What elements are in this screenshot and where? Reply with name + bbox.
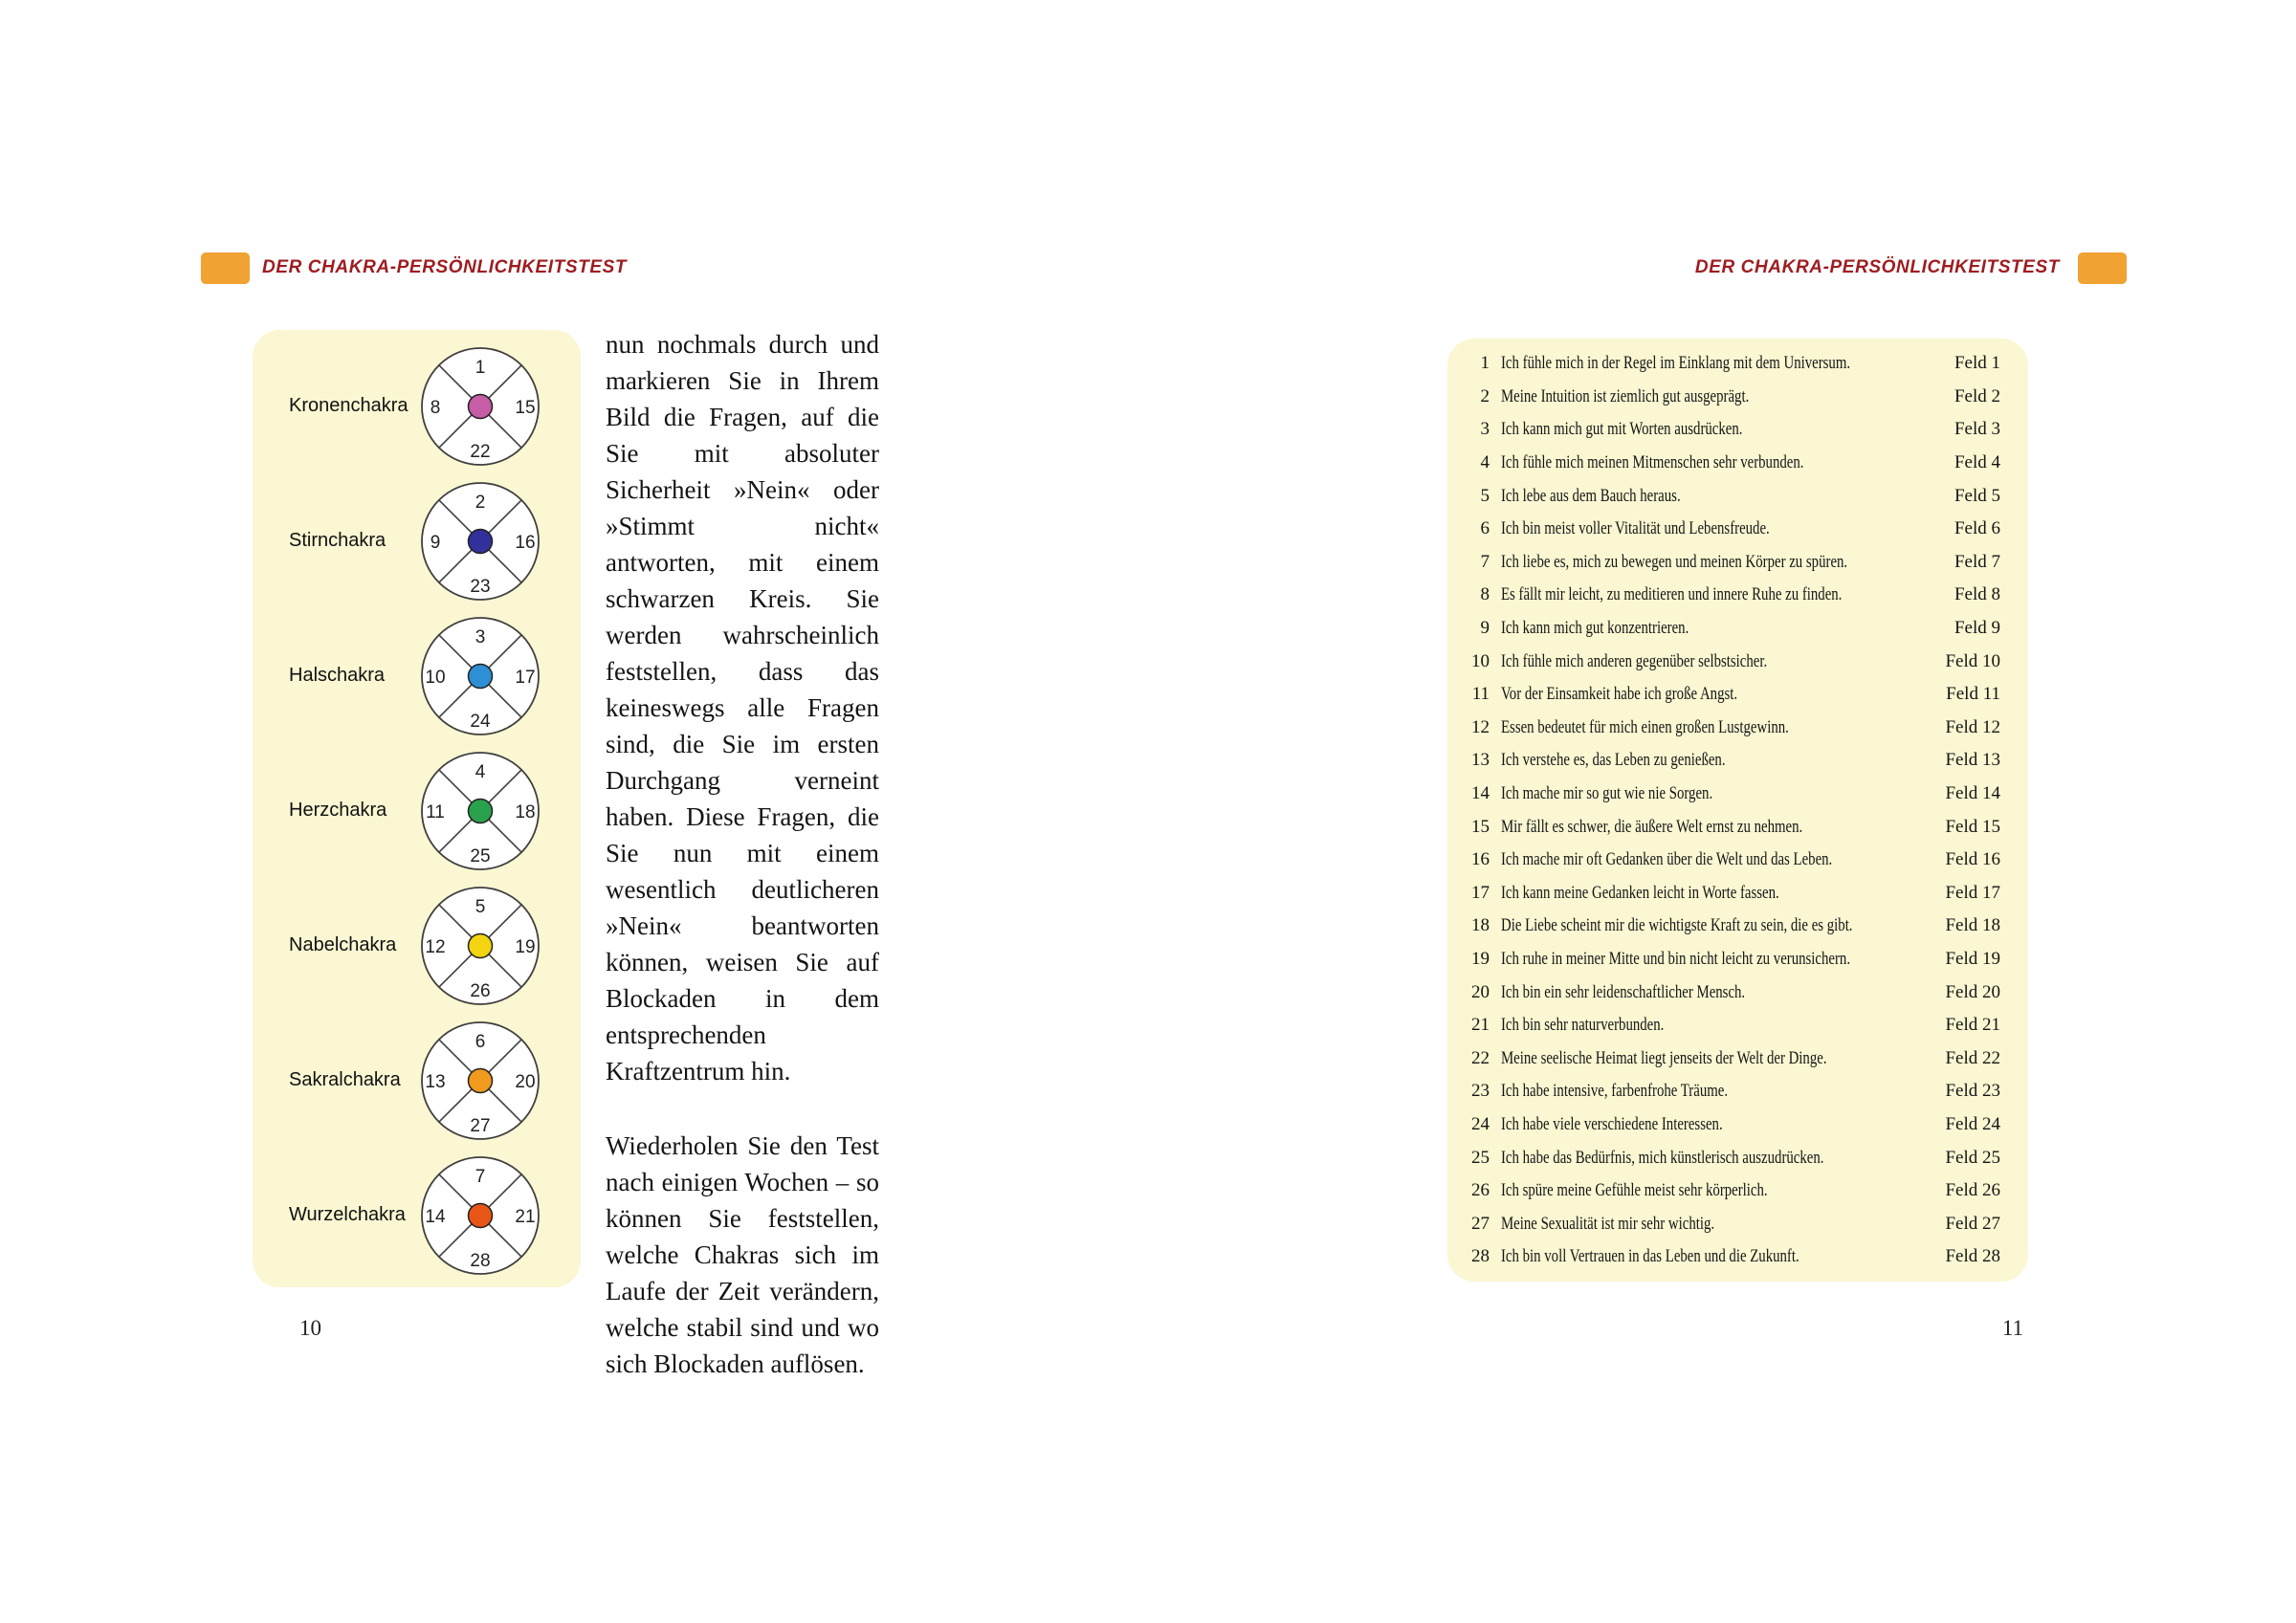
- question-number: 23: [1471, 1081, 1490, 1102]
- question-text: Die Liebe scheint mir die wichtigste Kraft zu sein, die es gibt.: [1501, 915, 1853, 936]
- question-number: 12: [1471, 716, 1490, 737]
- chakra-row: [253, 1013, 581, 1148]
- question-feld-label: Feld 10: [1945, 650, 2000, 671]
- question-feld-label: Feld 27: [1945, 1213, 2000, 1234]
- field-number-left: 14: [425, 1206, 446, 1227]
- chakra-label: Stirnchakra: [289, 530, 386, 551]
- question-number: 27: [1471, 1213, 1490, 1234]
- question-number: 14: [1471, 783, 1490, 804]
- page-number-left: 10: [299, 1316, 321, 1340]
- chakra-row: [253, 608, 581, 743]
- question-row: [1463, 744, 2000, 778]
- question-number: 7: [1480, 551, 1490, 572]
- question-text: Meine Sexualität ist mir sehr wichtig.: [1501, 1213, 1715, 1234]
- question-row: [1463, 1075, 2000, 1108]
- chakra-diagram-panel: [253, 330, 581, 1287]
- chakra-label: Sakralchakra: [289, 1069, 401, 1090]
- chakra-row: [253, 1148, 581, 1283]
- question-text: Ich bin sehr naturverbunden.: [1501, 1015, 1665, 1036]
- question-number: 13: [1471, 750, 1490, 771]
- question-number: 3: [1480, 419, 1490, 440]
- field-number-bottom: 25: [470, 845, 491, 866]
- chakra-row: [253, 743, 581, 878]
- chakra-wheel-diagram: [418, 1019, 542, 1143]
- field-number-bottom: 28: [470, 1250, 491, 1271]
- question-number: 11: [1471, 684, 1490, 705]
- question-text: Ich bin meist voller Vitalität und Lebensfreude.: [1501, 518, 1770, 539]
- instruction-paragraph: nun nochmals durch und markieren Sie in Ihrem Bild die Fragen, auf die Sie mit absoluter Sicherheit »Nein« oder »Stimmt nicht« antworten, mit einem schwarzen Kreis. Sie werden wahrscheinlich feststellen, dass das keineswegs alle Fragen sind, die Sie im ersten Durchgang verneint haben. Diese Fragen, die Sie nun mit einem wesentlich deutlicheren »Nein« beantworten können, weisen Sie auf Blockaden in dem entsprechenden Kraftzentrum hin.: [606, 330, 879, 1086]
- question-row: [1463, 1174, 2000, 1208]
- question-feld-label: Feld 25: [1945, 1147, 2000, 1168]
- instruction-paragraph: Wiederholen Sie den Test nach einigen Wochen – so können Sie feststellen, welche Chakras sich im Laufe der Zeit verändern, welche stabil sind und wo sich Blockaden auflösen.: [606, 1131, 879, 1378]
- question-row: [1463, 877, 2000, 910]
- question-text: Ich spüre meine Gefühle meist sehr körperlich.: [1501, 1180, 1768, 1201]
- question-text: Ich bin voll Vertrauen in das Leben und die Zukunft.: [1501, 1246, 1799, 1267]
- field-number-bottom: 22: [470, 441, 491, 462]
- question-text: Meine seelische Heimat liegt jenseits der Welt der Dinge.: [1501, 1047, 1827, 1068]
- chakra-center-dot: [469, 799, 493, 822]
- field-number-right: 21: [515, 1206, 536, 1227]
- instruction-text: [606, 326, 879, 1382]
- question-number: 24: [1471, 1113, 1490, 1134]
- chakra-wheel-diagram: [418, 479, 542, 603]
- question-row: [1463, 1108, 2000, 1142]
- chakra-label: Herzchakra: [289, 800, 387, 821]
- question-row: [1463, 1207, 2000, 1240]
- chakra-wheel-diagram: [418, 749, 542, 873]
- question-row: [1463, 479, 2000, 513]
- question-text: Ich ruhe in meiner Mitte und bin nicht leicht zu verunsichern.: [1501, 948, 1851, 969]
- question-number: 22: [1471, 1047, 1490, 1068]
- field-number-right: 16: [515, 532, 536, 553]
- question-number: 8: [1480, 584, 1490, 605]
- question-feld-label: Feld 18: [1945, 915, 2000, 936]
- question-row: [1463, 612, 2000, 646]
- question-feld-label: Feld 6: [1954, 518, 2000, 539]
- chakra-label: Nabelchakra: [289, 934, 397, 955]
- chakra-row: [253, 339, 581, 473]
- question-text: Ich mache mir so gut wie nie Sorgen.: [1501, 783, 1713, 804]
- question-row: [1463, 678, 2000, 712]
- field-number-bottom: 24: [470, 711, 491, 732]
- question-row: [1463, 943, 2000, 976]
- question-number: 20: [1471, 981, 1490, 1002]
- question-row: [1463, 513, 2000, 546]
- chakra-center-dot: [469, 1068, 493, 1092]
- question-feld-label: Feld 2: [1954, 385, 2000, 406]
- page-number-right: 11: [2001, 1316, 2023, 1340]
- field-number-right: 20: [515, 1071, 536, 1092]
- question-feld-label: Feld 1: [1954, 353, 2000, 374]
- question-row: [1463, 844, 2000, 877]
- question-row: [1463, 579, 2000, 612]
- field-number-left: 9: [430, 532, 441, 553]
- question-text: Ich habe intensive, farbenfrohe Träume.: [1501, 1081, 1729, 1102]
- question-row: [1463, 712, 2000, 745]
- question-text: Ich lebe aus dem Bauch heraus.: [1501, 485, 1681, 506]
- question-feld-label: Feld 15: [1945, 816, 2000, 837]
- question-feld-label: Feld 11: [1946, 684, 2000, 705]
- chakra-wheel-diagram: [418, 614, 542, 738]
- field-number-left: 12: [425, 936, 446, 957]
- chakra-row: [253, 473, 581, 608]
- question-number: 9: [1480, 618, 1490, 639]
- field-number-bottom: 26: [470, 980, 491, 1001]
- chakra-wheel-diagram: [418, 1153, 542, 1278]
- chakra-center-dot: [469, 394, 493, 418]
- question-number: 21: [1471, 1015, 1490, 1036]
- chakra-center-dot: [469, 933, 493, 957]
- question-feld-label: Feld 13: [1945, 750, 2000, 771]
- question-feld-label: Feld 14: [1945, 783, 2000, 804]
- question-feld-label: Feld 3: [1954, 419, 2000, 440]
- question-feld-label: Feld 7: [1954, 551, 2000, 572]
- field-number-left: 11: [426, 801, 445, 822]
- chakra-label: Kronenchakra: [289, 395, 408, 416]
- chakra-wheel-diagram: [418, 344, 542, 469]
- question-number: 10: [1471, 650, 1490, 671]
- question-feld-label: Feld 4: [1954, 452, 2000, 473]
- question-number: 4: [1480, 452, 1490, 473]
- question-feld-label: Feld 19: [1945, 948, 2000, 969]
- question-text: Vor der Einsamkeit habe ich große Angst.: [1501, 684, 1738, 705]
- question-text: Meine Intuition ist ziemlich gut ausgeprägt.: [1501, 385, 1750, 406]
- question-text: Ich fühle mich meinen Mitmenschen sehr verbunden.: [1501, 452, 1804, 473]
- question-number: 28: [1471, 1246, 1490, 1267]
- left-header-title: DER CHAKRA-PERSÖNLICHKEITSTEST: [262, 257, 628, 277]
- question-text: Ich kann mich gut konzentrieren.: [1501, 618, 1689, 639]
- question-number: 5: [1480, 485, 1490, 506]
- question-number: 19: [1471, 948, 1490, 969]
- question-row: [1463, 810, 2000, 844]
- question-text: Ich kann meine Gedanken leicht in Worte fassen.: [1501, 882, 1779, 903]
- right-page-header: [1695, 251, 2127, 285]
- question-number: 1: [1480, 353, 1490, 374]
- left-page-header: [201, 251, 627, 285]
- question-number: 25: [1471, 1147, 1490, 1168]
- question-number: 2: [1480, 385, 1490, 406]
- question-row: [1463, 976, 2000, 1009]
- question-feld-label: Feld 17: [1945, 882, 2000, 903]
- field-number-right: 19: [515, 936, 536, 957]
- question-text: Ich habe das Bedürfnis, mich künstlerisch auszudrücken.: [1501, 1147, 1824, 1168]
- question-number: 15: [1471, 816, 1490, 837]
- field-number-right: 15: [515, 397, 536, 418]
- question-row: [1463, 645, 2000, 678]
- question-feld-label: Feld 8: [1954, 584, 2000, 605]
- question-feld-label: Feld 21: [1945, 1015, 2000, 1036]
- right-header-title: DER CHAKRA-PERSÖNLICHKEITSTEST: [1694, 257, 2060, 277]
- question-text: Ich liebe es, mich zu bewegen und meinen Körper zu spüren.: [1501, 551, 1848, 572]
- field-number-top: 3: [475, 626, 486, 647]
- field-number-bottom: 23: [470, 576, 491, 597]
- field-number-left: 10: [425, 667, 446, 688]
- field-number-left: 8: [430, 397, 441, 418]
- chakra-center-dot: [469, 529, 493, 553]
- question-feld-label: Feld 9: [1954, 618, 2000, 639]
- question-row: [1463, 778, 2000, 811]
- question-text: Es fällt mir leicht, zu meditieren und innere Ruhe zu finden.: [1501, 584, 1843, 605]
- question-feld-label: Feld 24: [1945, 1113, 2000, 1134]
- question-number: 18: [1471, 915, 1490, 936]
- question-feld-label: Feld 12: [1945, 716, 2000, 737]
- question-text: Ich mache mir oft Gedanken über die Welt und das Leben.: [1501, 849, 1833, 870]
- chakra-wheel-diagram: [418, 884, 542, 1008]
- question-feld-label: Feld 23: [1945, 1081, 2000, 1102]
- field-number-left: 13: [425, 1071, 446, 1092]
- question-row: [1463, 381, 2000, 414]
- field-number-top: 1: [475, 357, 486, 378]
- field-number-top: 7: [475, 1166, 486, 1187]
- question-text: Mir fällt es schwer, die äußere Welt ernst zu nehmen.: [1501, 816, 1803, 837]
- question-row: [1463, 910, 2000, 943]
- question-row: [1463, 347, 2000, 381]
- question-text: Ich fühle mich anderen gegenüber selbstsicher.: [1501, 650, 1768, 671]
- chakra-center-dot: [469, 664, 493, 688]
- question-feld-label: Feld 20: [1945, 981, 2000, 1002]
- question-text: Essen bedeutet für mich einen großen Lustgewinn.: [1501, 716, 1789, 737]
- chakra-row: [253, 878, 581, 1013]
- chakra-center-dot: [469, 1203, 493, 1227]
- question-feld-label: Feld 16: [1945, 849, 2000, 870]
- question-text: Ich kann mich gut mit Worten ausdrücken.: [1501, 419, 1743, 440]
- field-number-bottom: 27: [470, 1115, 491, 1136]
- question-number: 16: [1471, 849, 1490, 870]
- field-number-top: 5: [475, 896, 486, 917]
- question-number: 17: [1471, 882, 1490, 903]
- question-row: [1463, 1240, 2000, 1274]
- question-feld-label: Feld 26: [1945, 1180, 2000, 1201]
- field-number-top: 4: [475, 761, 486, 782]
- question-text: Ich habe viele verschiedene Interessen.: [1501, 1113, 1723, 1134]
- chapter-tab-icon: [201, 252, 250, 284]
- question-text: Ich bin ein sehr leidenschaftlicher Mensch.: [1501, 981, 1746, 1002]
- field-number-top: 6: [475, 1031, 486, 1052]
- field-number-top: 2: [475, 492, 486, 513]
- question-feld-label: Feld 22: [1945, 1047, 2000, 1068]
- field-number-right: 18: [515, 801, 536, 822]
- question-number: 6: [1480, 518, 1490, 539]
- question-row: [1463, 447, 2000, 480]
- question-number: 26: [1471, 1180, 1490, 1201]
- chakra-label: Halschakra: [289, 665, 386, 686]
- chakra-label: Wurzelchakra: [289, 1204, 406, 1225]
- chapter-tab-icon: [2078, 252, 2127, 284]
- question-feld-label: Feld 5: [1954, 485, 2000, 506]
- question-row: [1463, 413, 2000, 447]
- question-row: [1463, 1042, 2000, 1075]
- field-number-right: 17: [515, 667, 536, 688]
- question-row: [1463, 1141, 2000, 1174]
- question-text: Ich verstehe es, das Leben zu genießen.: [1501, 750, 1726, 771]
- question-feld-label: Feld 28: [1945, 1246, 2000, 1267]
- question-row: [1463, 546, 2000, 580]
- question-row: [1463, 1009, 2000, 1042]
- question-list-panel: [1447, 339, 2028, 1282]
- question-text: Ich fühle mich in der Regel im Einklang mit dem Universum.: [1501, 353, 1851, 374]
